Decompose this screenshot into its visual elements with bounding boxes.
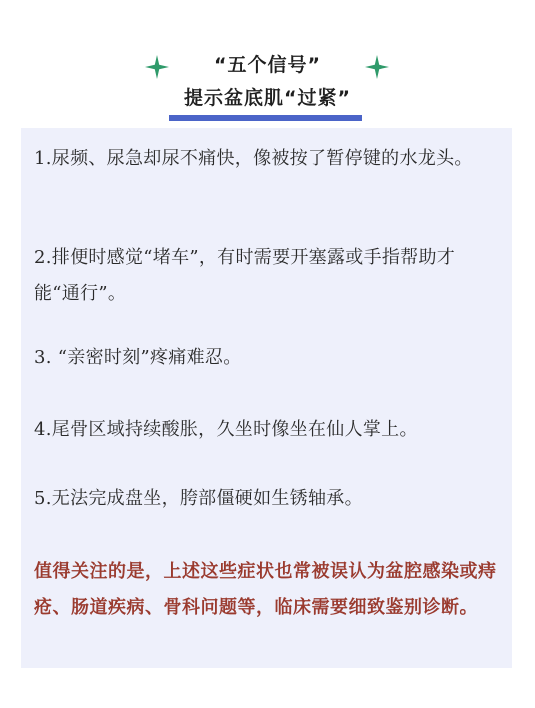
title-underline [169,115,362,121]
title-line-1: “五个信号” [214,54,321,76]
header [0,0,535,125]
diagnosis-note: 值得关注的是，上述这些症状也常被误认为盆腔感染或痔疮、肠道疾病、骨科问题等，临床需要细致鉴别诊断。 [34,561,497,618]
signal-item: 2.排便时感觉“堵车”，有时需要开塞露或手指帮助才能“通行”。 [34,247,456,304]
signal-item: 3. “亲密时刻”疼痛难忍。 [34,347,242,368]
title-line-2: 提示盆底肌“过紧” [184,87,351,109]
signal-item: 5.无法完成盘坐，胯部僵硬如生锈轴承。 [34,488,363,509]
signal-item: 1.尿频、尿急却尿不痛快，像被按了暂停键的水龙头。 [34,148,473,169]
signal-item: 4.尾骨区域持续酸胀，久坐时像坐在仙人掌上。 [34,419,418,440]
sparkle-icon [364,54,390,80]
